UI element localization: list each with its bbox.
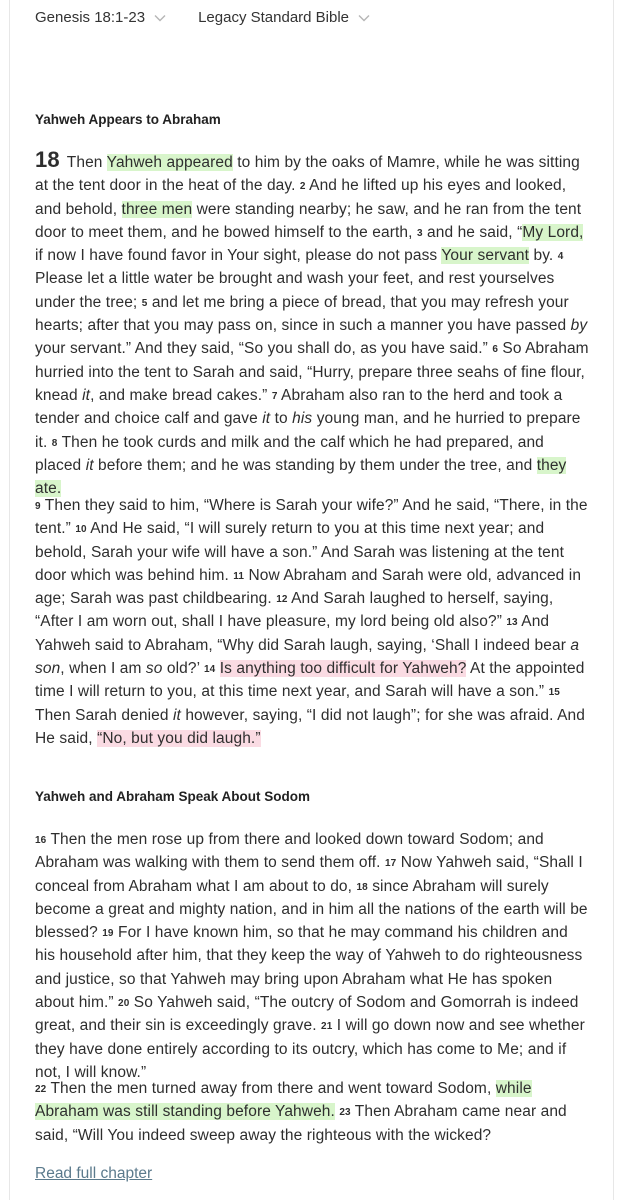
version-selector[interactable] xyxy=(198,9,370,26)
verse-number: 8 xyxy=(51,437,58,449)
verse-number: 5 xyxy=(141,297,148,309)
verse-text: And Sarah laughed to herself, saying, “After I am worn out, shall I have pleasure, my lord being old also?” xyxy=(35,590,554,631)
verse-number: 22 xyxy=(35,1084,47,1095)
verse-text: Then Sarah denied xyxy=(35,706,173,724)
verse-text: , when I am xyxy=(60,660,146,678)
verse-number: 6 xyxy=(492,344,498,356)
verse-text: Then he took curds and milk and the calf which he had prepared, and placed xyxy=(35,433,544,474)
verse-text: a son xyxy=(35,636,580,678)
verse-text: Then the men turned away from there and went toward Sodom, xyxy=(46,1080,496,1097)
verse-number: 13 xyxy=(506,617,518,629)
verse-number: 16 xyxy=(35,835,47,846)
verse-text: So Yahweh said, “The outcry of Sodom and Gomorrah is indeed great, and their sin is exceedingly grave. xyxy=(35,994,579,1035)
section-heading: Yahweh Appears to Abraham xyxy=(35,112,221,127)
verse-number: 12 xyxy=(276,594,288,606)
verse-text: old?’ xyxy=(162,660,204,678)
verse-text: to him by the oaks of Mamre, while he was sitting at the tent door in the heat of the day. xyxy=(35,154,580,195)
verse-number: 4 xyxy=(557,251,564,263)
verse-text: And Yahweh said to Abraham, “Why did Sarah laugh, saying, ‘Shall I indeed bear xyxy=(35,613,571,654)
verse-text: and let me bring a piece of bread, that you may refresh your hearts; after that you may pass on, since in such a manner you have passed xyxy=(35,293,571,335)
verse-text: and he said, “ xyxy=(422,223,523,241)
chapter-number: 18 xyxy=(35,147,60,172)
verse-text: Now Abraham and Sarah were old, advanced in age; Sarah was past childbearing. xyxy=(35,566,582,608)
verse-text: Then xyxy=(62,154,107,171)
highlighted-text: while Abraham was still standing before Yahweh. xyxy=(35,1080,532,1121)
highlighted-text: Your servant xyxy=(441,247,530,265)
highlighted-text: they ate. xyxy=(35,456,567,498)
highlighted-text: My Lord, xyxy=(522,223,584,241)
verse-text: however, saying, “I did not laugh”; for she was afraid. And He said, xyxy=(35,706,585,747)
verse-text: Then they said to him, “Where is Sarah your wife?” And he said, “There, in the tent.” xyxy=(35,497,588,538)
verse-number: 10 xyxy=(75,524,87,536)
verse-text: if now I have found favor in Your sight, please do not pass xyxy=(35,247,442,265)
verse-number: 9 xyxy=(35,501,41,512)
passage-paragraph xyxy=(35,494,591,750)
verse-text: were standing nearby; he saw, and he ran from the tent door to meet them, and he bowed himself to the earth, xyxy=(35,200,582,241)
verse-number: 21 xyxy=(321,1021,333,1033)
verse-text: So Abraham hurried into the tent to Sarah and said, “Hurry, prepare three seahs of fine flour, knead xyxy=(35,340,589,404)
verse-number: 11 xyxy=(233,570,245,582)
verse-text: your servant.” And they said, “So you shall do, as you have said.” xyxy=(35,340,493,358)
verse-text: to xyxy=(270,410,293,428)
passage-paragraph xyxy=(35,828,591,1084)
highlighted-text: Yahweh appeared xyxy=(106,154,233,171)
verse-number: 19 xyxy=(102,928,114,940)
verse-text: Now Yahweh said, “Shall I conceal from Abraham what I am about to do, xyxy=(35,854,583,895)
verse-text: I will go down now and see whether they have done entirely according to its outcry, which has come to Me; and if not, I will know.” xyxy=(35,1017,585,1081)
verse-text: it xyxy=(172,706,181,724)
verse-text: At the appointed time I will return to you, at this time next year, and Sarah will have a son.” xyxy=(35,660,585,701)
chevron-down-icon xyxy=(358,14,370,22)
verse-number: 7 xyxy=(271,390,278,402)
version-label: Legacy Standard Bible xyxy=(198,8,350,26)
passage-paragraph xyxy=(35,147,591,500)
verse-number: 15 xyxy=(548,687,560,699)
passage-label: Genesis 18:1-23 xyxy=(35,8,146,26)
verse-number: 2 xyxy=(299,181,306,193)
verse-text: Please let a little water be brought and wash your feet, and rest yourselves under the tree; xyxy=(35,270,555,311)
verse-number: 23 xyxy=(339,1107,351,1119)
verse-text: before them; and he was standing by them under the tree, and xyxy=(93,456,537,474)
highlighted-text: “No, but you did laugh.” xyxy=(97,729,261,747)
verse-number: 14 xyxy=(204,664,216,676)
verse-text: by xyxy=(570,317,588,335)
verse-text: it xyxy=(82,386,91,404)
highlighted-text: three men xyxy=(121,200,193,218)
verse-text: so xyxy=(145,660,163,678)
verse-number: 18 xyxy=(356,881,368,893)
verse-text: Abraham also ran to the herd and took a tender and choice calf and gave xyxy=(35,386,563,428)
verse-text: And He said, “I will surely return to you at this time next year; and behold, Sarah your wife will have a son.” And Sarah was listening at the tent door which was behind him. xyxy=(35,520,564,584)
verse-number: 17 xyxy=(385,858,397,870)
verse-text: by. xyxy=(529,247,558,265)
verse-number: 20 xyxy=(118,998,130,1010)
highlighted-text: Is anything too difficult for Yahweh? xyxy=(219,660,467,678)
verse-text: For I have known him, so that he may command his children and his household after him, that they keep the way of Yahweh to do righteousness and justice, so that Yahweh may bring upon Abraham what He has spoken about him.” xyxy=(35,924,583,1012)
chevron-down-icon xyxy=(154,14,166,22)
read-full-chapter-link[interactable]: Read full chapter xyxy=(35,1165,153,1182)
verse-text: since Abraham will surely become a great and mighty nation, and in him all the nations of the earth will be blessed? xyxy=(35,877,588,942)
verse-text: Then the men rose up from there and looked down toward Sodom; and Abraham was walking with them to send them off. xyxy=(35,831,544,872)
verse-text: , and make bread cakes.” xyxy=(90,386,272,404)
verse-text: it xyxy=(85,456,94,474)
verse-text: Then Abraham came near and said, “Will You indeed sweep away the righteous with the wicked? xyxy=(35,1103,567,1144)
verse-number: 3 xyxy=(416,227,423,239)
verse-text: young man, and he hurried to prepare it. xyxy=(35,410,581,451)
passage-toolbar xyxy=(35,6,370,28)
verse-text: And he lifted up his eyes and looked, and behold, xyxy=(35,177,567,218)
passage-selector[interactable] xyxy=(35,9,166,26)
passage-paragraph xyxy=(35,1077,591,1147)
verse-text: his xyxy=(292,410,313,428)
verse-text: it xyxy=(262,410,271,428)
section-heading: Yahweh and Abraham Speak About Sodom xyxy=(35,789,311,804)
